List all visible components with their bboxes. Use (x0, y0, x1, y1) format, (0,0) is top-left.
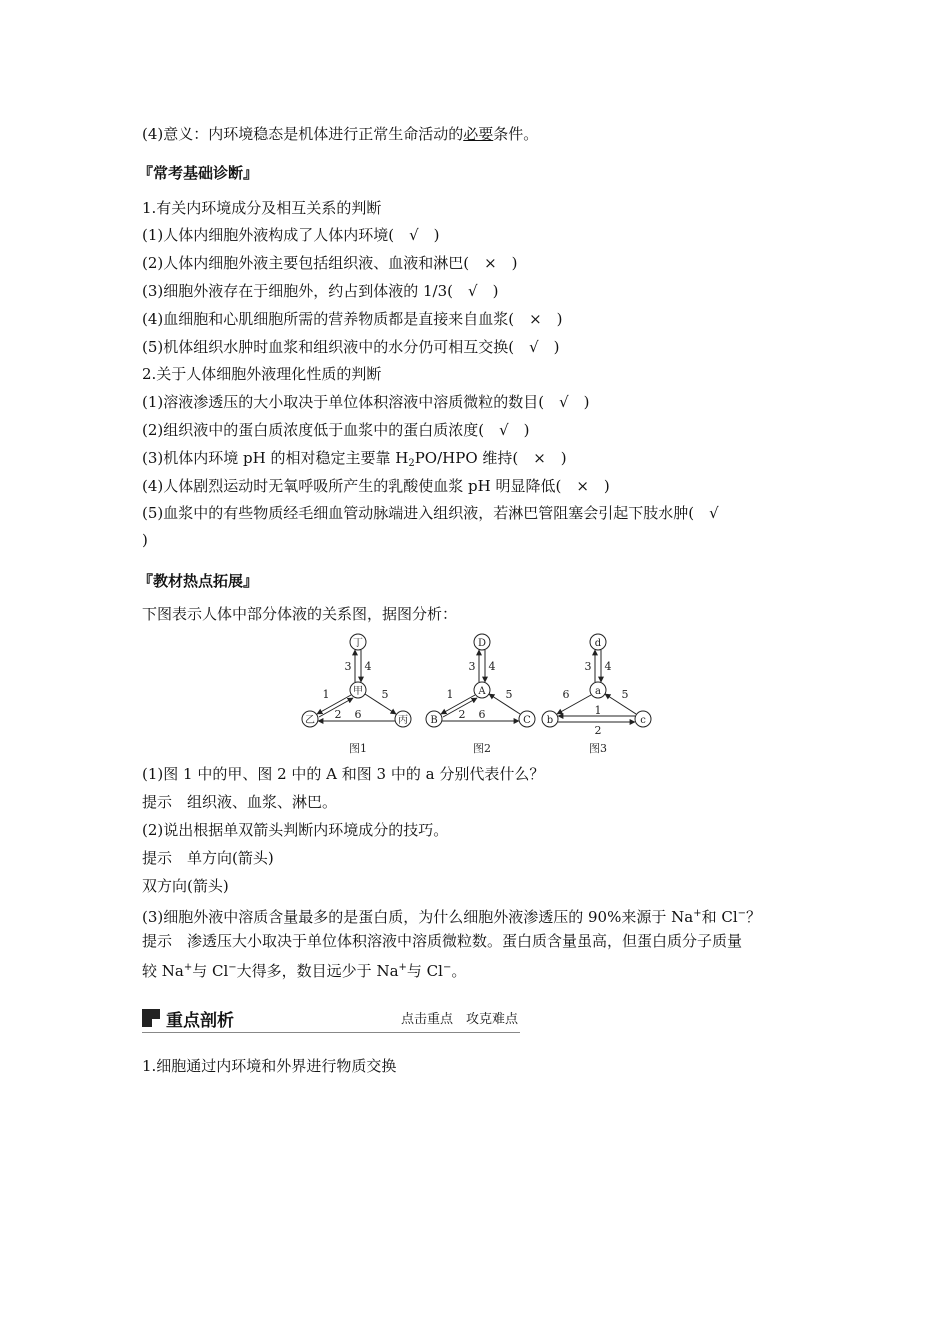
group2-item: (2)组织液中的蛋白质浓度低于血浆中的蛋白质浓度( √ ) (142, 421, 530, 439)
label-4: 4 (604, 660, 612, 673)
figure-caption: 图3 (589, 742, 607, 755)
group1-item: (5)机体组织水肿时血浆和组织液中的水分仍可相互交换( √ ) (142, 338, 560, 356)
superscript: + (693, 908, 702, 919)
question-2: (2)说出根据单双箭头判断内环境成分的技巧。 (142, 821, 449, 839)
superscript: + (183, 962, 193, 973)
group2-item: (4)人体剧烈运动时无氧呼吸所产生的乳酸使血浆 pH 明显降低( × ) (142, 477, 610, 495)
subscript: 2 (408, 458, 415, 469)
label-3: 3 (344, 660, 352, 673)
a3-text: 。 (451, 962, 467, 980)
superscript: − (442, 962, 452, 973)
underlined-term: 必要 (463, 125, 494, 143)
expansion-title: 教材热点拓展 (153, 572, 244, 590)
q3-text: 和 Cl (701, 908, 738, 926)
group2-item-continuation: ) (142, 531, 148, 549)
label-4: 4 (488, 660, 496, 673)
answer-2b: 双方向(箭头) (142, 877, 229, 895)
figure-caption: 图2 (473, 742, 491, 755)
intro-text: (4)意义：内环境稳态是机体进行正常生命活动的 (142, 125, 464, 143)
label-5: 5 (381, 688, 389, 701)
label-3: 3 (468, 660, 476, 673)
section-item-1: 1.细胞通过内环境和外界进行物质交换 (142, 1057, 397, 1075)
label-6: 6 (478, 708, 486, 721)
a3-text: 与 Cl (406, 962, 443, 980)
node-right-label: c (640, 715, 646, 726)
section-square-icon (142, 1009, 160, 1027)
superscript: − (737, 908, 747, 919)
label-1: 1 (322, 688, 330, 701)
section-title: 重点剖析 (166, 1011, 234, 1031)
node-top-label: 丁 (353, 638, 363, 649)
item-text: (3)机体内环境 pH 的相对稳定主要靠 H (142, 449, 409, 467)
node-right-label: C (523, 715, 531, 726)
arrow-5 (489, 694, 520, 714)
diagnosis-heading: 『常考基础诊断』 (138, 164, 259, 182)
q3-text: (3)细胞外液中溶质含量最多的是蛋白质，为什么细胞外液渗透压的 90%来源于 Na (142, 908, 694, 926)
question-1: (1)图 1 中的甲、图 2 中的 A 和图 3 中的 a 分别代表什么？ (142, 765, 545, 783)
group1-item: (3)细胞外液存在于细胞外，约占到体液的 1/3( √ ) (142, 282, 499, 300)
answer-1: 提示 组织液、血浆、淋巴。 (142, 793, 338, 811)
label-2: 2 (334, 708, 342, 721)
node-center-label: 甲 (353, 686, 363, 697)
superscript: − (228, 962, 237, 973)
answer-3-line2 (142, 958, 466, 981)
group1-item: (4)血细胞和心肌细胞所需的营养物质都是直接来自血浆( × ) (142, 310, 563, 328)
node-right-label: 丙 (398, 715, 408, 726)
label-6: 6 (354, 708, 362, 721)
label-6: 6 (562, 688, 570, 701)
label-1: 1 (594, 704, 602, 717)
q3-text: ？ (746, 908, 762, 926)
node-top-label: D (477, 638, 487, 649)
label-2: 2 (458, 708, 466, 721)
expansion-lead: 下图表示人体中部分体液的关系图，据图分析： (142, 605, 458, 623)
label-4: 4 (364, 660, 372, 673)
section-rule (142, 1032, 520, 1033)
group1-item: (1)人体内细胞外液构成了人体内环境( √ ) (142, 226, 440, 244)
node-left-label: b (546, 715, 554, 726)
answer-2: 提示 单方向(箭头) (142, 849, 274, 867)
group2-item (142, 448, 567, 474)
a3-text: 较 Na (142, 962, 184, 980)
question-3 (142, 904, 761, 927)
figure-2 (426, 634, 535, 755)
arrow-5 (605, 694, 636, 714)
group2-item: (1)溶液渗透压的大小取决于单位体积溶液中溶质微粒的数目( √ ) (142, 393, 590, 411)
a3-text: 与 Cl (192, 962, 229, 980)
figure-3 (542, 634, 651, 755)
section-header (142, 1003, 520, 1033)
a3-text: 大得多，数目远少于 Na (236, 962, 399, 980)
figure-1 (302, 634, 411, 755)
group1-item: (2)人体内细胞外液主要包括组织液、血液和淋巴( × ) (142, 254, 518, 272)
item-text: PO/HPO 维持( × ) (414, 449, 567, 467)
node-top-label: d (594, 638, 602, 649)
node-center-label: A (478, 686, 486, 697)
intro-line (142, 124, 538, 144)
label-3: 3 (584, 660, 592, 673)
group2-item: (5)血浆中的有些物质经毛细血管动脉端进入组织液，若淋巴管阻塞会引起下肢水肿( √ (142, 504, 719, 522)
label-5: 5 (505, 688, 513, 701)
body-fluid-diagrams (290, 628, 670, 760)
expansion-heading: 『教材热点拓展』 (138, 572, 259, 590)
figure-caption: 图1 (349, 742, 367, 755)
group1-title: 1.有关内环境成分及相互关系的判断 (142, 199, 382, 217)
label-2: 2 (594, 724, 602, 737)
node-left-label: 乙 (305, 715, 315, 726)
answer-3-line1: 提示 渗透压大小取决于单位体积溶液中溶质微粒数。蛋白质含量虽高，但蛋白质分子质量 (142, 932, 743, 950)
superscript: + (398, 962, 407, 973)
section-tagline: 点击重点 攻克难点 (400, 1012, 518, 1027)
label-1: 1 (446, 688, 454, 701)
diagnosis-title: 常考基础诊断 (153, 164, 244, 182)
label-5: 5 (621, 688, 629, 701)
group2-title: 2.关于人体细胞外液理化性质的判断 (142, 365, 382, 383)
arrow-5 (365, 694, 396, 714)
intro-suffix: 条件。 (493, 125, 539, 143)
node-center-label: a (595, 686, 601, 697)
node-left-label: B (430, 715, 438, 726)
